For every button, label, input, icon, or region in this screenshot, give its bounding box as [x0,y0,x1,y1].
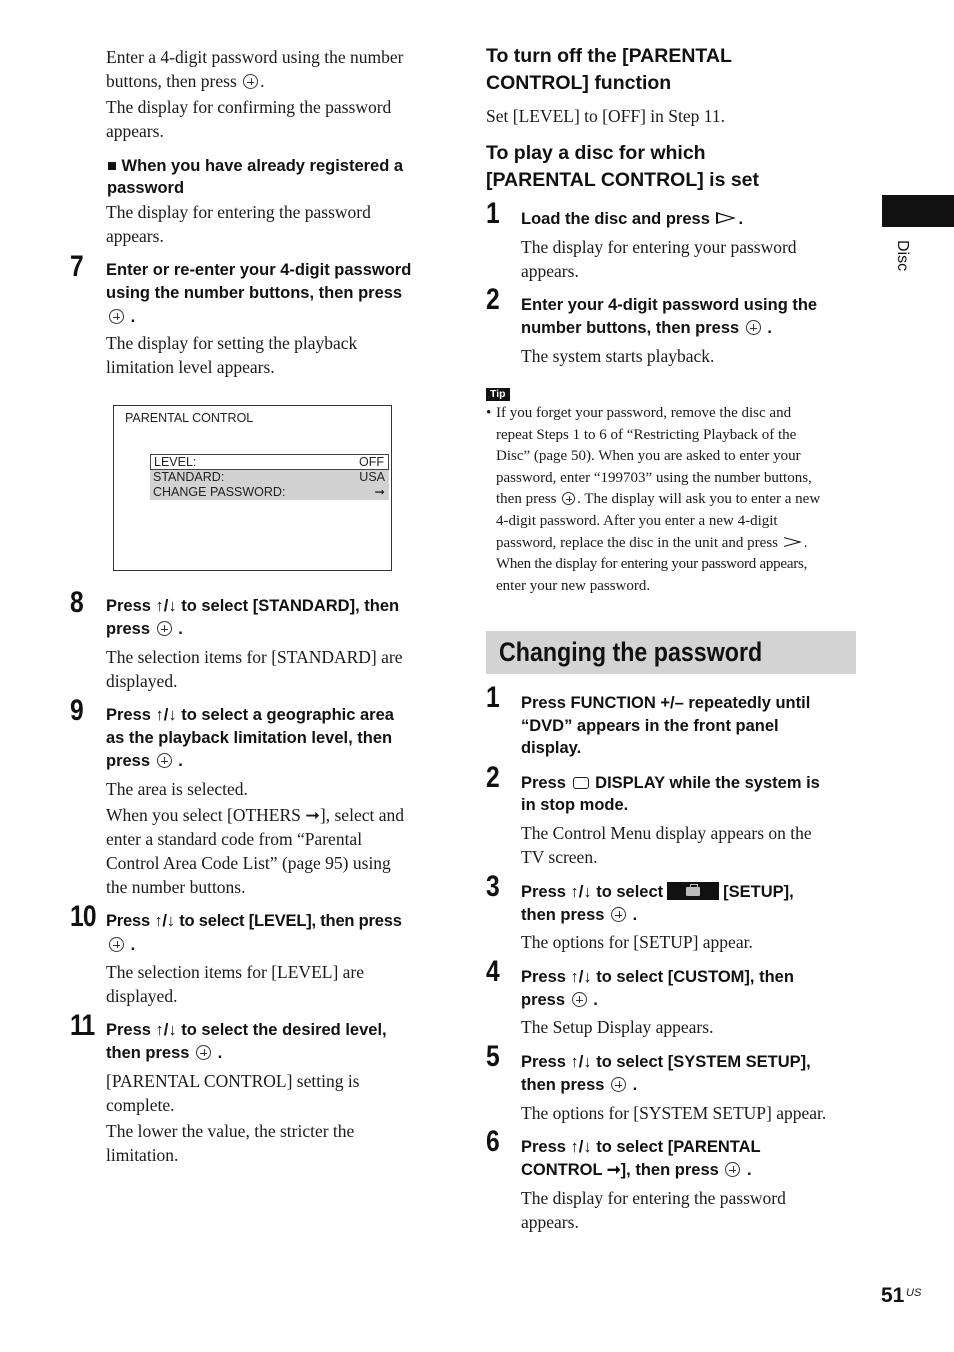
step-7-body-1: The display for setting the playback [106,333,358,353]
change-step-2-press: Press [521,774,566,792]
registered-heading-2: password [107,179,185,197]
step-10-line-1: Press ↑/↓ to select [LEVEL], then press [106,912,402,930]
registered-body-1: The display for entering the password [106,202,371,222]
change-step-4-number: 4 [486,955,499,988]
play-step-2-body-1: The system starts playback. [521,346,715,366]
step-10-number: 10 [70,900,96,933]
screen-row-level [150,454,389,470]
step-9-body-5: the number buttons. [106,877,246,897]
play-step-2-number: 2 [486,283,499,316]
tip-line-6: 4-digit password. After you enter a new 4-digit [496,512,778,529]
change-step-4-line-2-text: press [521,991,566,1009]
section-tab-marker [882,195,954,227]
step-8-number: 8 [70,586,83,619]
step-11-line-2: then press . [106,1044,223,1062]
play-step-2-line-1: Enter your 4-digit password using the [521,296,818,314]
change-step-2-line-1-rest: DISPLAY while the system is [595,774,820,792]
play-step-1-body-2: appears. [521,261,579,281]
change-step-1-line-3: display. [521,739,582,757]
play-icon [784,537,802,547]
bullet: • [486,405,492,421]
tip-line-5-b: . The display will ask you to enter a new [577,491,821,508]
play-heading-1: To play a disc for which [486,142,706,164]
turnoff-heading-1: To turn off the [PARENTAL [486,45,732,67]
enter-button-icon [157,753,172,768]
step-11-body-4: limitation. [106,1145,179,1165]
screen-row-change-password [150,485,389,500]
enter-button-icon [611,907,626,922]
step-7-line-3: . [106,306,135,329]
step-11-line-1: Press ↑/↓ to select the desired level, [106,1021,387,1039]
change-step-3-body-1: The options for [SETUP] appear. [521,932,753,952]
step-8-body-1: The selection items for [STANDARD] are [106,647,403,667]
step-8-line-2: press . [106,620,183,638]
change-step-3-line-1-b: [SETUP], [723,883,794,901]
step-11-line-2-text: then press [106,1044,190,1062]
section-header [486,631,856,674]
screen-row-value: OFF [359,455,384,469]
tip-line-8: When the display for entering your password appears, [496,556,808,573]
change-step-5-line-1: Press ↑/↓ to select [SYSTEM SETUP], [521,1053,811,1071]
step-11-body-2: complete. [106,1095,175,1115]
change-step-5-line-2: then press . [521,1076,638,1094]
tip-badge: Tip [486,388,510,401]
enter-button-icon [109,309,124,324]
enter-button-icon [157,621,172,636]
enter-button-icon [562,492,575,505]
enter-button-icon [572,992,587,1007]
intro-line-2: buttons, then press . [106,71,265,91]
tip-line-3: Disc” (page 50). When you are asked to enter your [496,448,801,465]
step-8-body-2: displayed. [106,671,178,691]
play-step-1-line-1: Load the disc and press . [521,210,744,228]
change-step-1-line-1: Press FUNCTION +/– repeatedly until [521,694,811,712]
tip-line-7-text: password, replace the disc in the unit and press [496,534,779,551]
change-step-6-line-2-text: CONTROL ➞], then press [521,1161,719,1179]
step-10-body-1: The selection items for [LEVEL] are [106,962,365,982]
change-step-5-body-1: The options for [SYSTEM SETUP] appear. [521,1103,827,1123]
enter-button-icon [243,74,258,89]
screen-row-value: ➞ [374,485,385,499]
intro-line-3: The display for confirming the password [106,97,392,117]
intro-line-2-text: buttons, then press [106,71,237,91]
tip-line-1: If you forget your password, remove the disc and [496,405,792,421]
intro-line-4: appears. [106,121,164,141]
change-step-4-line-2: press . [521,991,598,1009]
step-9-line-3: press . [106,752,183,770]
change-step-5-line-2-text: then press [521,1076,605,1094]
change-step-5-number: 5 [486,1040,499,1073]
step-7-body-2: limitation level appears. [106,357,275,377]
change-step-4-line-1: Press ↑/↓ to select [CUSTOM], then [521,968,794,986]
enter-button-icon [109,937,124,952]
enter-button-icon [725,1162,740,1177]
step-10-line-2: . [106,934,135,957]
tip-text [486,403,858,597]
step-9-body-4: Control Area Code List” (page 95) using [106,853,391,873]
screen-row-label: STANDARD: [153,470,225,484]
step-9-line-3-text: press [106,752,151,770]
step-11-number: 11 [70,1009,95,1042]
step-9-body-3: enter a standard code from “Parental [106,829,363,849]
step-9-body-2: When you select [OTHERS ➞], select and [106,805,404,825]
screen-row-value: USA [359,470,385,484]
enter-button-icon [196,1045,211,1060]
step-11-body-3: The lower the value, the stricter the [106,1121,355,1141]
change-step-2-number: 2 [486,761,499,794]
change-step-2-body-1: The Control Menu display appears on the [521,823,812,843]
turnoff-heading-2: CONTROL] function [486,72,672,94]
change-step-6-body-2: appears. [521,1212,579,1232]
section-side-label: Disc [894,240,911,272]
change-step-3-line-1 [521,881,794,904]
step-9-number: 9 [70,694,83,727]
step-11-body-1: [PARENTAL CONTROL] setting is [106,1071,360,1091]
enter-button-icon [611,1077,626,1092]
page-region-suffix: US [906,1287,922,1299]
intro-line-1: Enter a 4-digit password using the number [106,47,404,67]
change-step-2-body-2: TV screen. [521,847,598,867]
change-step-1-line-2: “DVD” appears in the front panel [521,717,779,735]
tip-line-9: enter your new password. [496,577,651,594]
display-button-icon [573,777,589,789]
play-step-2-line-2-text: number buttons, then press [521,319,740,337]
registered-heading-1: ■ When you have already registered a [107,157,404,175]
screen-menu [150,454,389,500]
step-8-line-2-text: press [106,620,151,638]
step-7-line-1: Enter or re-enter your 4-digit password [106,261,412,279]
step-9-body-1: The area is selected. [106,779,248,799]
step-9-line-1: Press ↑/↓ to select a geographic area [106,706,394,724]
change-step-2-line-1 [521,772,820,795]
change-step-6-number: 6 [486,1125,499,1158]
play-step-2-line-2: number buttons, then press . [521,319,772,337]
play-step-1-body-1: The display for entering your password [521,237,797,257]
tip-line-7: password, replace the disc in the unit and press . [496,534,808,551]
screen-row-label: CHANGE PASSWORD: [153,485,286,499]
change-step-3-line-2: then press . [521,906,638,924]
change-step-6-line-2: CONTROL ➞], then press . [521,1161,752,1179]
tip-line-5-a: then press [496,491,557,508]
tip-line-5 [496,489,858,511]
screen-title: PARENTAL CONTROL [125,411,254,425]
enter-button-icon [746,320,761,335]
play-step-1-number: 1 [486,197,499,230]
turnoff-body: Set [LEVEL] to [OFF] in Step 11. [486,106,725,126]
parental-control-screen [113,405,392,571]
step-8-line-1: Press ↑/↓ to select [STANDARD], then [106,597,400,615]
registered-body-2: appears. [106,226,164,246]
step-7-number: 7 [70,250,83,283]
tip-line-4: password, enter “199703” using the number buttons, [496,469,812,486]
tip-line-2: repeat Steps 1 to 6 of “Restricting Playback of the [496,426,797,443]
change-step-6-line-1: Press ↑/↓ to select [PARENTAL [521,1138,761,1156]
step-10-body-2: displayed. [106,986,178,1006]
play-heading-2: [PARENTAL CONTROL] is set [486,169,760,191]
change-step-1-number: 1 [486,681,499,714]
change-step-3-number: 3 [486,870,499,903]
change-step-3-line-2-text: then press [521,906,605,924]
screen-row-standard [150,470,389,485]
screen-row-label: LEVEL: [154,455,197,469]
setup-toolbox-icon [667,882,719,900]
page-number: 51 [881,1284,905,1307]
change-step-4-body-1: The Setup Display appears. [521,1017,714,1037]
play-icon [716,212,736,224]
step-7-line-2: using the number buttons, then press [106,284,403,302]
step-9-line-2: as the playback limitation level, then [106,729,393,747]
section-title: Changing the password [499,637,763,667]
change-step-2-line-2: in stop mode. [521,796,629,814]
change-step-3-line-1-a: Press ↑/↓ to select [521,883,664,901]
change-step-6-body-1: The display for entering the password [521,1188,786,1208]
play-step-1-line-1-text: Load the disc and press [521,210,710,228]
